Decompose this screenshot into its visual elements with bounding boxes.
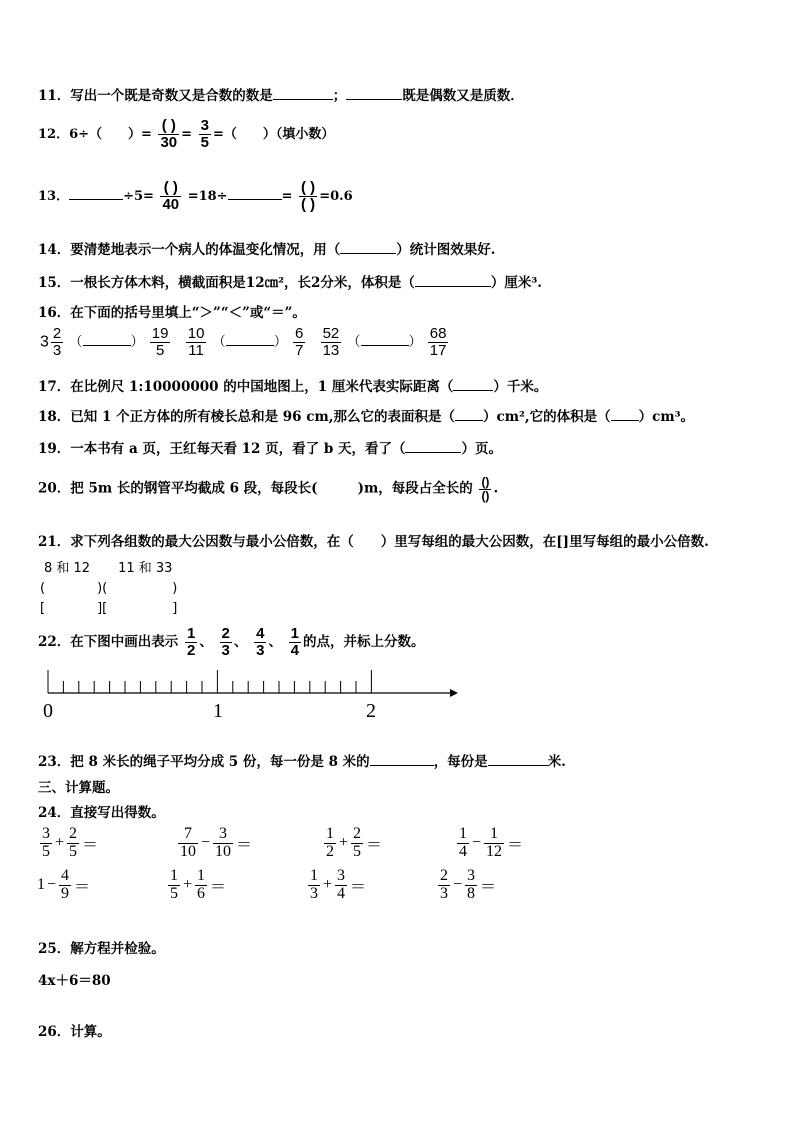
tick-label-2: 2 [366, 700, 376, 722]
calc-item: $\frac{1}{4}$ − $\frac{1}{12}$ ＝ [459, 825, 524, 860]
tick-marks [48, 670, 371, 693]
calc-item: $\frac{7}{10}$ − $\frac{3}{10}$ ＝ [180, 825, 253, 860]
answer-blank[interactable] [273, 85, 333, 100]
calc-item: $\frac{3}{5}$ + $\frac{2}{5}$ ＝ [42, 825, 99, 860]
question-20: 20．把 5m 长的钢管平均截成 6 段，每段长( )m，每段占全长的 $\frac{()}{()}$ . [38, 475, 499, 503]
fraction: $\frac{( )}{( )}$ [301, 179, 316, 213]
fraction: $\frac{52}{13}$ [322, 325, 340, 359]
calc-item: $\frac{1}{2}$ + $\frac{2}{5}$ ＝ [326, 825, 383, 860]
fraction: $\frac{1}{4}$ [290, 625, 299, 659]
fraction: $\frac{4}{9}$ [61, 867, 70, 902]
fraction: $\frac{3}{5}$ [200, 117, 209, 151]
fraction: $\frac{1}{3}$ [310, 867, 318, 902]
fraction: $\frac{2}{5}$ [69, 825, 78, 860]
fraction: $\frac{7}{10}$ [180, 825, 196, 860]
answer-blank[interactable] [228, 185, 282, 200]
fraction: $\frac{( )}{30}$ [160, 117, 178, 151]
fraction: $\frac{( )}{40}$ [162, 179, 180, 213]
answer-blank[interactable] [405, 438, 461, 453]
answer-blank[interactable] [83, 331, 131, 346]
question-17: 17．在比例尺 1:10000000 的中国地图上，1 厘米代表实际距离（ ）千米。 [38, 375, 547, 395]
fraction: $\frac{4}{3}$ [256, 625, 265, 659]
question-18: 18．已知 1 个正方体的所有棱长总和是 96 cm,那么它的表面积是（ ）cm²,它的体积是（ ）cm³。 [38, 405, 694, 425]
tick-label-1: 1 [213, 700, 223, 722]
answer-blank[interactable] [226, 331, 274, 346]
fraction: $\frac{10}{11}$ [187, 325, 205, 359]
fraction: $\frac{3}{10}$ [215, 825, 232, 860]
question-15: 15．一根长方体木料，横截面积是12㎝²，长2分米，体积是（ ）厘米³. [38, 271, 542, 291]
calc-item: $\frac{2}{3}$ − $\frac{3}{8}$ ＝ [440, 867, 497, 902]
answer-blank[interactable] [415, 272, 491, 287]
answer-blank[interactable] [346, 85, 402, 100]
question-12: 12．6÷（ ）= $\frac{( )}{30}$ = $\frac{3}{5}$ =（ ）（填小数） [38, 117, 335, 151]
fraction: $\frac{2}{3}$ [440, 867, 448, 902]
number-line[interactable] [40, 665, 470, 725]
answer-blank[interactable] [370, 751, 434, 766]
answer-blank[interactable] [361, 331, 409, 346]
fraction: $\frac{1}{5}$ [170, 867, 178, 902]
arrow-icon [450, 689, 458, 697]
fraction: $\frac{3}{4}$ [337, 867, 346, 902]
tick-label-0: 0 [43, 700, 53, 722]
section-heading: 三、计算题。 [38, 780, 119, 796]
answer-blank[interactable] [488, 751, 548, 766]
question-21: 21．求下列各组数的最大公因数与最小公倍数，在（ ）里写每组的最大公因数，在[]里写每组的最小公倍数. [38, 534, 709, 550]
question-13: 13． ÷5= $\frac{( )}{40}$ =18÷ = $\frac{( )}{( )}$ =0.6 [38, 179, 353, 213]
answer-blank[interactable] [611, 406, 639, 421]
question-26: 26．计算。 [38, 1024, 111, 1040]
calc-item: 1 − $\frac{4}{9}$ ＝ [37, 867, 91, 902]
answer-blank[interactable] [69, 185, 123, 200]
fraction: $\frac{1}{2}$ [187, 625, 196, 659]
fraction: $\frac{()}{()}$ [481, 475, 490, 503]
question-24: 24．直接写出得数。 [38, 805, 165, 821]
fraction: $\frac{3}{5}$ [42, 825, 50, 860]
calc-item: $\frac{1}{5}$ + $\frac{1}{6}$ ＝ [170, 867, 227, 902]
fraction: $\frac{1}{2}$ [326, 825, 334, 860]
fraction: $\frac{2}{5}$ [353, 825, 362, 860]
fraction: $\frac{2}{3}$ [52, 325, 62, 359]
fraction: $\frac{6}{7}$ [294, 325, 304, 359]
question-23: 23．把 8 米长的绳子平均分成 5 份，每一份是 8 米的 ，每份是 米. [38, 750, 566, 770]
fraction: $\frac{3}{8}$ [467, 867, 476, 902]
fraction: $\frac{68}{17}$ [429, 325, 447, 359]
answer-blank[interactable] [340, 239, 396, 254]
equation: 4x＋6＝80 [38, 973, 111, 989]
answer-blank[interactable] [455, 406, 483, 421]
question-14: 14．要清楚地表示一个病人的体温变化情况，用（ ）统计图效果好. [38, 238, 496, 258]
answer-blank[interactable] [453, 376, 493, 391]
question-11: 11．写出一个既是奇数又是合数的数是 ； 既是偶数又是质数． [38, 84, 524, 104]
q21-lcm-row[interactable]: [ ][ ] [40, 601, 178, 616]
compare-row: 3 $\frac{2}{3}$ （ ） $\frac{19}{5}$ $\frac{10}{11}$ （ ） $\frac{6}{7}$ $\frac{52}{13}$ （ ） $\frac{68}{17}$ [40, 325, 447, 359]
fraction: $\frac{1}{4}$ [459, 825, 467, 860]
question-22: 22．在下图中画出表示 $\frac{1}{2}$ 、 $\frac{2}{3}$ 、 $\frac{4}{3}$ 、 $\frac{1}{4}$ 的点，并标上分数。 [38, 625, 425, 659]
question-19: 19．一本书有 a 页，王红每天看 12 页，看了 b 天，看了（ ）页。 [38, 437, 502, 457]
q21-gcd-row[interactable]: ( )( ) [40, 581, 178, 596]
fraction: $\frac{1}{12}$ [486, 825, 503, 860]
fraction: $\frac{19}{5}$ [151, 325, 169, 359]
q21-groups: 8 和 12 11 和 33 [44, 561, 173, 576]
question-16: 16．在下面的括号里填上“＞”“＜”或“＝”。 [38, 305, 306, 321]
fraction: $\frac{1}{6}$ [197, 867, 206, 902]
calc-item: $\frac{1}{3}$ + $\frac{3}{4}$ ＝ [310, 867, 367, 902]
question-25: 25．解方程并检验。 [38, 941, 165, 957]
fraction: $\frac{2}{3}$ [221, 625, 230, 659]
